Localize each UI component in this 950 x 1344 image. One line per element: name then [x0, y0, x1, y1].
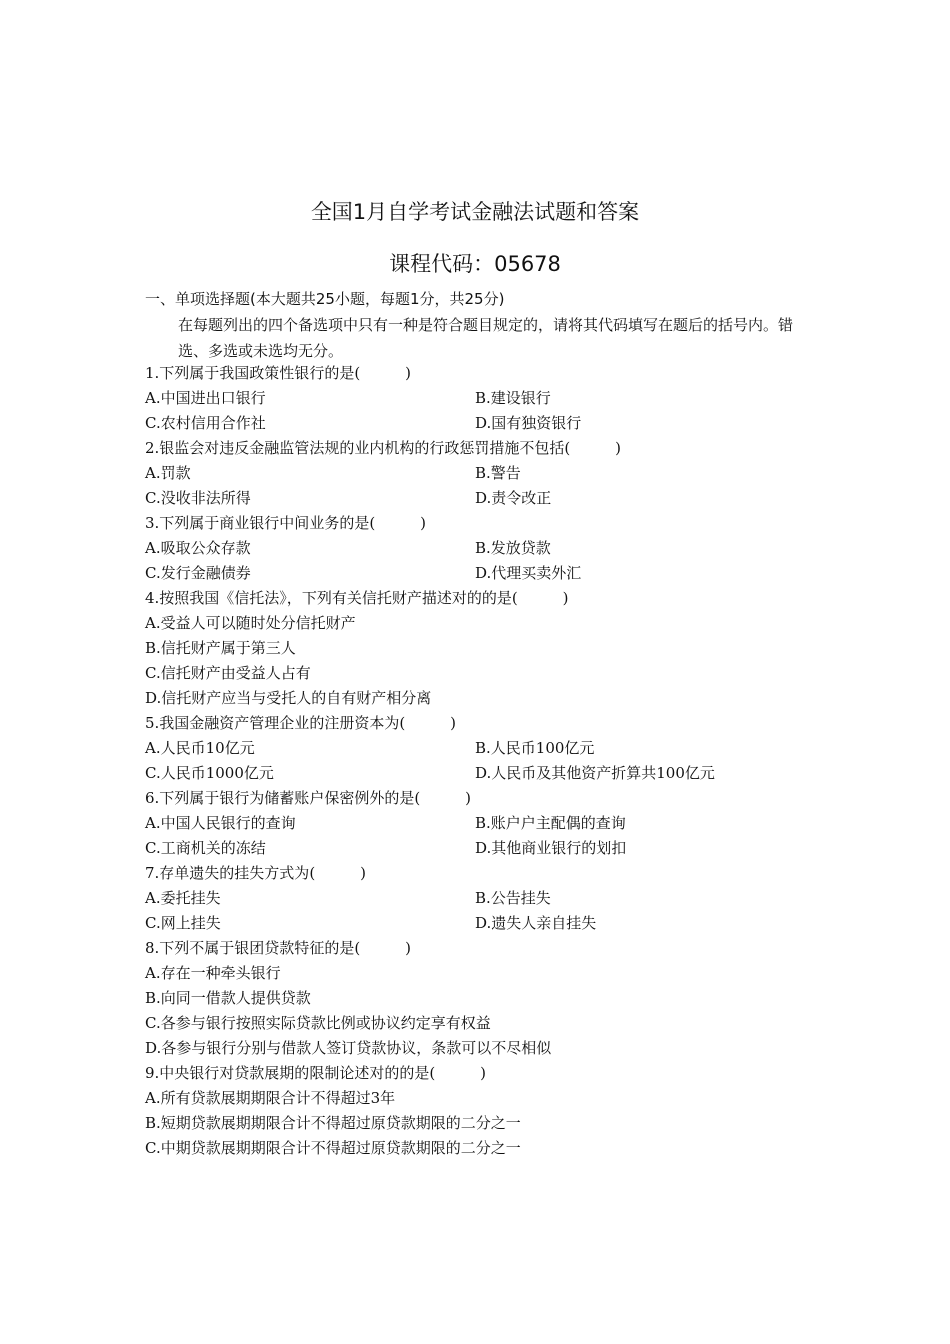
option-b: B.警告: [475, 464, 521, 482]
option-d: D.各参与银行分别与借款人签订贷款协议，条款可以不尽相似: [145, 1039, 552, 1057]
option-c: C.中期贷款展期期限合计不得超过原贷款期限的二分之一: [145, 1139, 521, 1157]
option-row: [145, 561, 845, 586]
option-a: A.吸取公众存款: [145, 539, 251, 557]
question-stem: 6.下列属于银行为储蓄账户保密例外的是( ): [145, 789, 472, 807]
option-d: D.人民币及其他资产折算共100亿元: [475, 764, 715, 782]
option-d: D.责令改正: [475, 489, 552, 507]
course-code: 课程代码：05678: [389, 252, 561, 276]
section-heading: 一、单项选择题(本大题共25小题，每题1分，共25分): [145, 290, 505, 308]
option-a: A.中国人民银行的查询: [145, 814, 296, 832]
option-a: A.存在一种牵头银行: [145, 964, 281, 982]
option-row: [145, 886, 845, 911]
option-b: B.向同一借款人提供贷款: [145, 989, 311, 1007]
question-stem: 8.下列不属于银团贷款特征的是( ): [145, 939, 412, 957]
question-stem: 3.下列属于商业银行中间业务的是( ): [145, 514, 427, 532]
option-d: D.信托财产应当与受托人的自有财产相分离: [145, 689, 432, 707]
option-row: [145, 736, 845, 761]
question-stem: 1.下列属于我国政策性银行的是( ): [145, 364, 412, 382]
option-row: [145, 761, 845, 786]
question-stem: 5.我国金融资产管理企业的注册资本为( ): [145, 714, 457, 732]
option-row: [145, 461, 845, 486]
option-b: B.发放贷款: [475, 539, 551, 557]
option-row: [145, 811, 845, 836]
option-a: A.委托挂失: [145, 889, 221, 907]
option-d: D.国有独资银行: [475, 414, 582, 432]
option-a: A.所有贷款展期期限合计不得超过3年: [145, 1089, 396, 1107]
option-d: D.代理买卖外汇: [475, 564, 582, 582]
option-a: A.人民币10亿元: [145, 739, 255, 757]
option-c: C.各参与银行按照实际贷款比例或协议约定享有权益: [145, 1014, 491, 1032]
question-stem: 2.银监会对违反金融监管法规的业内机构的行政惩罚措施不包括( ): [145, 439, 622, 457]
option-d: D.遗失人亲自挂失: [475, 914, 597, 932]
section-instruction: 在每题列出的四个备选项中只有一种是符合题目规定的，请将其代码填写在题后的括号内。错选、多选或未选均无分。: [178, 316, 794, 360]
option-a: A.受益人可以随时处分信托财产: [145, 614, 356, 632]
question-stem: 9.中央银行对贷款展期的限制论述对的的是( ): [145, 1064, 487, 1082]
option-c: C.发行金融债券: [145, 564, 251, 582]
option-b: B.建设银行: [475, 389, 551, 407]
option-b: B.公告挂失: [475, 889, 551, 907]
option-row: [145, 536, 845, 561]
option-b: B.信托财产属于第三人: [145, 639, 296, 657]
question-stem: 4.按照我国《信托法》，下列有关信托财产描述对的的是( ): [145, 589, 569, 607]
option-a: A.罚款: [145, 464, 191, 482]
option-a: A.中国进出口银行: [145, 389, 266, 407]
option-c: C.没收非法所得: [145, 489, 251, 507]
option-row: [145, 911, 845, 936]
option-c: C.工商机关的冻结: [145, 839, 266, 857]
option-c: C.人民币1000亿元: [145, 764, 274, 782]
page-title: 全国1月自学考试金融法试题和答案: [310, 200, 640, 224]
option-b: B.短期贷款展期期限合计不得超过原贷款期限的二分之一: [145, 1114, 521, 1132]
option-b: B.人民币100亿元: [475, 739, 595, 757]
option-row: [145, 486, 845, 511]
question-list: [145, 361, 845, 1161]
option-c: C.农村信用合作社: [145, 414, 266, 432]
option-b: B.账户户主配偶的查询: [475, 814, 626, 832]
option-c: C.信托财产由受益人占有: [145, 664, 311, 682]
option-row: [145, 386, 845, 411]
option-c: C.网上挂失: [145, 914, 221, 932]
option-row: [145, 836, 845, 861]
option-d: D.其他商业银行的划扣: [475, 839, 627, 857]
question-stem: 7.存单遗失的挂失方式为( ): [145, 864, 367, 882]
option-row: [145, 411, 845, 436]
